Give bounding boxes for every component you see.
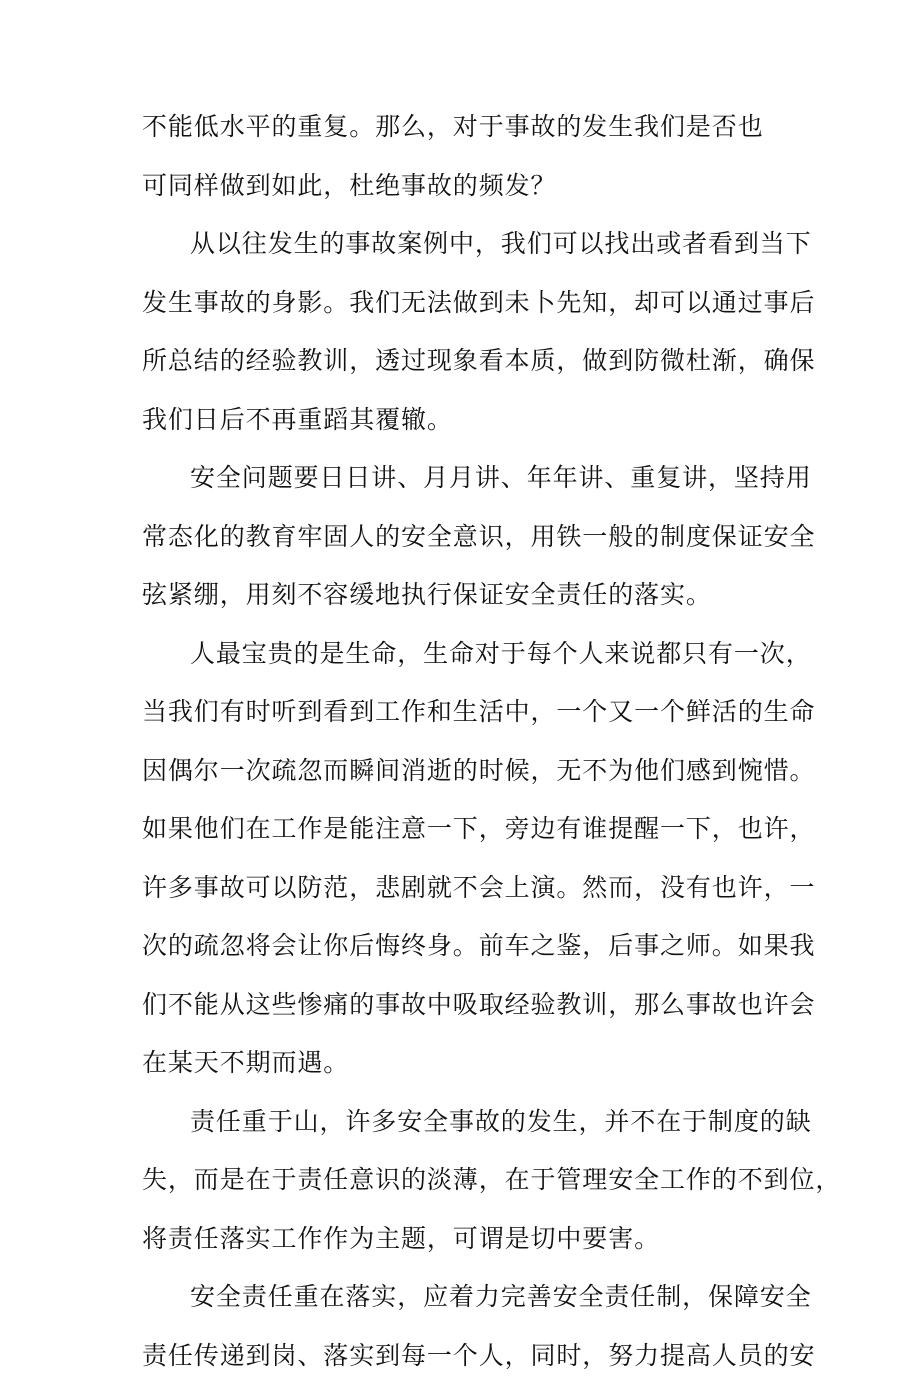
text-line: 当我们有时听到看到工作和生活中，一个又一个鲜活的生命	[142, 683, 782, 742]
document-body	[142, 98, 782, 1385]
text-line: 我们日后不再重蹈其覆辙。	[142, 391, 782, 450]
text-line: 弦紧绷，用刻不容缓地执行保证安全责任的落实。	[142, 566, 782, 625]
text-line: 常态化的教育牢固人的安全意识，用铁一般的制度保证安全	[142, 508, 782, 567]
text-line: 因偶尔一次疏忽而瞬间消逝的时候，无不为他们感到惋惜。	[142, 742, 782, 801]
text-line: 从以往发生的事故案例中，我们可以找出或者看到当下	[142, 215, 782, 274]
text-line: 安全问题要日日讲、月月讲、年年讲、重复讲，坚持用	[142, 449, 782, 508]
text-line: 所总结的经验教训，透过现象看本质，做到防微杜渐，确保	[142, 332, 782, 391]
text-line: 责任传递到岗、落实到每一个人，同时，努力提高人员的安	[142, 1327, 782, 1385]
text-line: 可同样做到如此，杜绝事故的频发？	[142, 157, 782, 216]
text-line: 失，而是在于责任意识的淡薄，在于管理安全工作的不到位，	[142, 1151, 782, 1210]
text-line: 们不能从这些惨痛的事故中吸取经验教训，那么事故也许会	[142, 976, 782, 1035]
text-line: 如果他们在工作是能注意一下，旁边有谁提醒一下，也许，	[142, 800, 782, 859]
text-line: 人最宝贵的是生命，生命对于每个人来说都只有一次，	[142, 625, 782, 684]
text-line: 许多事故可以防范，悲剧就不会上演。然而，没有也许，一	[142, 859, 782, 918]
text-line: 将责任落实工作作为主题，可谓是切中要害。	[142, 1210, 782, 1269]
text-line: 安全责任重在落实，应着力完善安全责任制，保障安全	[142, 1268, 782, 1327]
text-line: 次的疏忽将会让你后悔终身。前车之鉴，后事之师。如果我	[142, 917, 782, 976]
text-line: 不能低水平的重复。那么，对于事故的发生我们是否也	[142, 98, 782, 157]
text-line: 发生事故的身影。我们无法做到未卜先知，却可以通过事后	[142, 274, 782, 333]
text-line: 在某天不期而遇。	[142, 1034, 782, 1093]
text-line: 责任重于山，许多安全事故的发生，并不在于制度的缺	[142, 1093, 782, 1152]
